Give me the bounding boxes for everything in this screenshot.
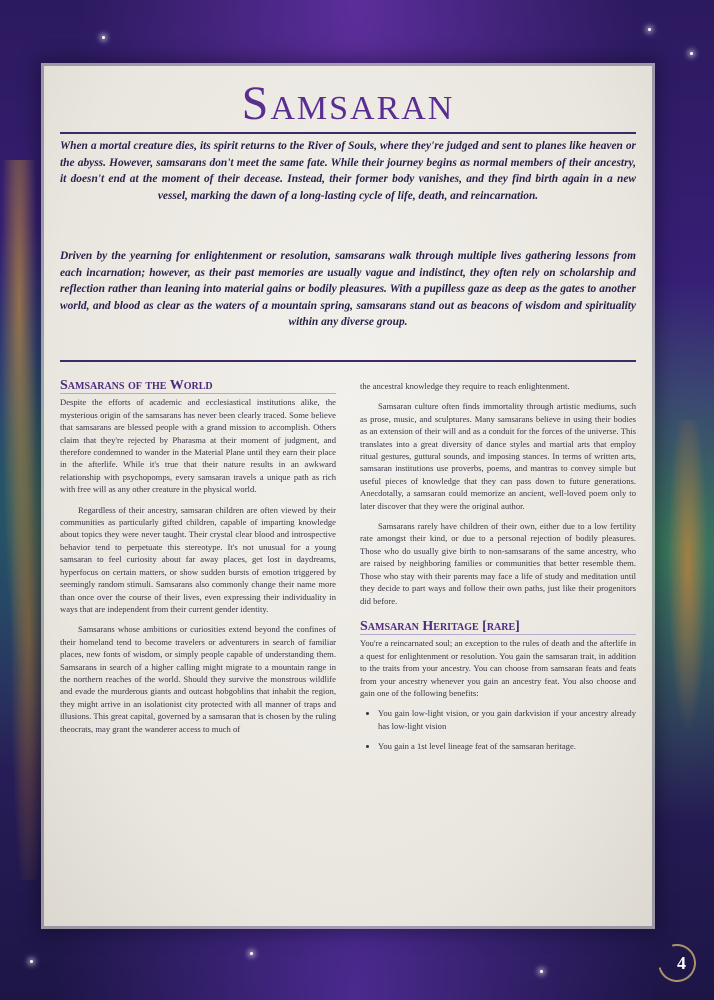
page-number: 4 <box>677 953 686 973</box>
right-column <box>360 380 636 761</box>
intro-paragraph-2: Driven by the yearning for enlightenment or resolution, samsarans walk through multiple lives gathering lessons from each incarnation; however, as their past memories are usually vague and indistinct, they often rely on scholarship and reflection rather than leaning into material gains or bodily pleasures. With a pupilless gaze as deep as the gates to another world, and blood as clear as the waters of a mountain spring, samsarans stand out as beacons of wisdom and spirituality within any diverse group. <box>60 250 636 328</box>
intro-rule <box>60 360 636 362</box>
body-paragraph: Despite the efforts of academic and ecclesiastical institutions alike, the mysterious origin of the samsarans has never been clearly traced. Some believe that samsarans are blessed people with a grand mission to accomplish. Others claim that they're rejected by Pharasma at their moment of judgment, and therefore condemned to wander in the Material Plane until they earn their place in the afterlife. While it's true that their nature results in an awkward relationship with psychopomps, every samsaran travels a unique path as rich with free will as any other creature in the physical world. <box>60 397 336 495</box>
left-border-decoration <box>0 160 48 880</box>
body-paragraph: Samsaran culture often finds immortality through artistic mediums, such as prose, music, and sculptures. Many samsarans believe in using their bodies as an extension of their will and as a conduit for the forces of the universe. This translates into a great diversity of dance styles and martial arts that employ ritual gestures, guttural sounds, and imposing stances. In terms of written arts, samsaran institutions use proverbs, poems, and mantras to convey simple but useful pieces of knowledge that they can pass down to future generations. Anecdotally, a samsaran could memorize an ancient, well-loved poem only to later discover that they were the original author. <box>360 401 636 511</box>
star-sparkle <box>250 952 253 955</box>
star-sparkle <box>30 960 33 963</box>
body-paragraph: You're a reincarnated soul; an exception to the rules of death and the afterlife in a quest for enlightenment or resolution. You gain the samsaran trait, in addition to the traits from your ancestry. You can choose from samsaran feats and feats from your ancestry whenever you gain an ancestry feat. You also choose and gain one of the following benefits: <box>360 638 636 698</box>
list-item: • You gain a 1st level lineage feat of the samsaran heritage. <box>378 740 636 752</box>
body-paragraph: Samsarans rarely have children of their own, either due to a low fertility rate amongst their kind, or due to a personal rejection of bodily pleasures. Those who do usually give birth to non-samsarans of the same ancestry, who are raised by neighboring families or communities that better resemble them. Those who stay with their parents may face a life of study and meditation until they decide to part ways and follow their own paths, just like their progenitors did before. <box>360 521 636 606</box>
body-paragraph: Regardless of their ancestry, samsaran children are often viewed by their communities as particularly gifted children, capable of imparting knowledge about topics they were never taught. Their crystal clear blood and introspective behavior tend to perpetuate this stereotype. It's not unusual for a young samsaran to feel curiosity about far away places, get lost in daydreams, hyperfocus on certain matters, or show sudden bursts of emotion triggered by seemingly random stimuli. Samsarans also commonly change their name more than once over the course of their lives, even expressing their individuality in ways that are independent from their current gender identity. <box>60 504 336 614</box>
section-heading-world: Samsarans of the World <box>60 380 336 394</box>
star-sparkle <box>690 52 693 55</box>
star-sparkle <box>102 36 105 39</box>
list-item: • You gain low-light vision, or you gain darkvision if your ancestry already has low-light vision <box>378 707 636 732</box>
parchment-page <box>44 66 652 926</box>
body-paragraph: the ancestral knowledge they require to reach enlightenment. <box>360 381 570 391</box>
intro-paragraph-1: When a mortal creature dies, its spirit returns to the River of Souls, where they're judged and sent to planes like heaven or the abyss. However, samsarans don't meet the same fate. While their journey begins as normal members of their ancestry, it doesn't end at the moment of their decease. Instead, their former body vanishes, and they find birth again in a new vessel, marking the dawn of a long-lasting cycle of life, death, and reincarnation. <box>60 140 636 202</box>
section-heading-heritage: Samsaran Heritage [rare] <box>360 621 636 635</box>
title-rule <box>60 132 636 134</box>
benefit-list <box>360 707 636 752</box>
page-title: Samsaran <box>241 77 455 130</box>
body-paragraph: Samsarans whose ambitions or curiosities extend beyond the confines of their homeland tend to become travelers or adventurers in search of familiar places, new fonts of wisdom, or simply people capable of understanding them. Samsarans in search of a higher calling might migrate to a mountain range in the northern reaches of the world. Should they survive the monstrous wildlife and evade the murderous giants and outcast hobgoblins that inhabit the region, they might arrive in an isolationist city protected with all manner of traps and illusions. This great capital, governed by a samsaran that is chosen by the ruling theocrats, may grant the wanderer access to much of <box>60 624 336 734</box>
left-column <box>60 380 336 743</box>
star-sparkle <box>648 28 651 31</box>
star-sparkle <box>540 970 543 973</box>
right-border-decoration <box>662 420 714 780</box>
